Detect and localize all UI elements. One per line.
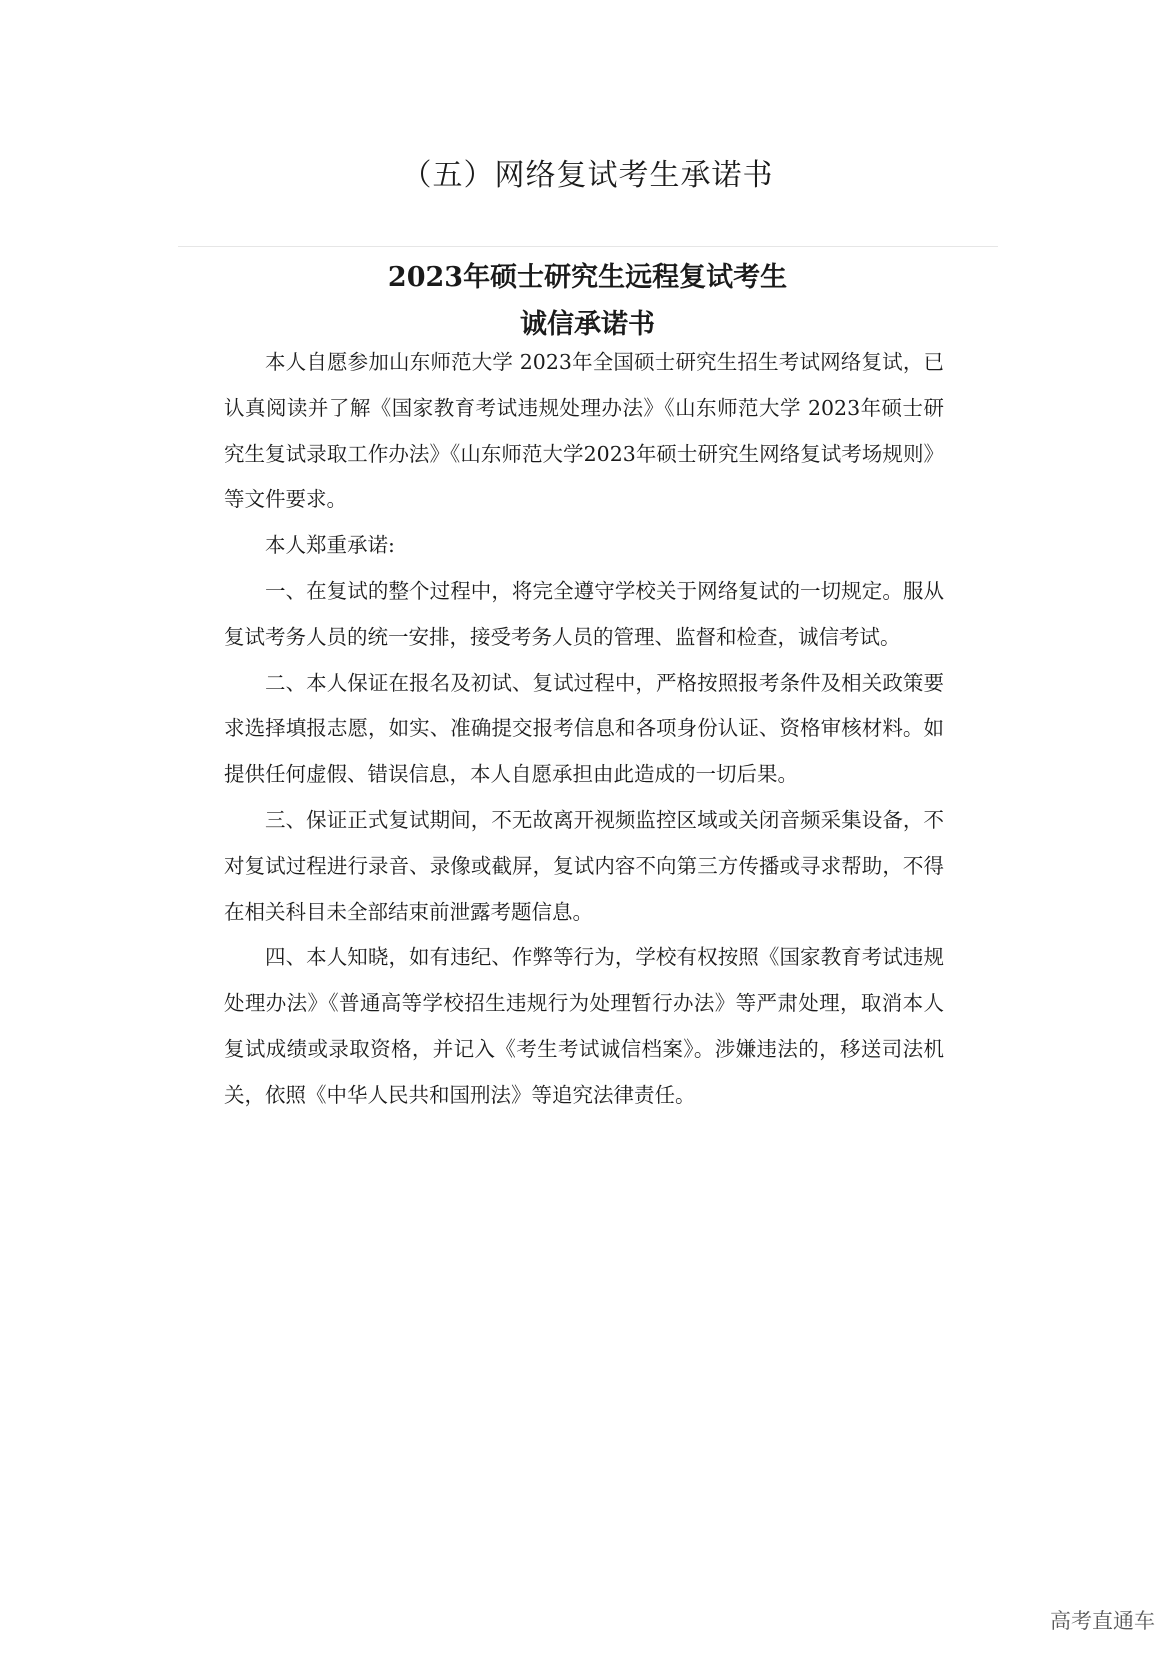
pledge-item-2: 二、本人保证在报名及初试、复试过程中，严格按照报考条件及相关政策要求选择填报志愿，如实、准确提交报考信息和各项身份认证、资格审核材料。如提供任何虚假、错误信息，本人自愿承担由此造成的一切后果。 (224, 670, 944, 787)
section-heading: （五）网络复试考生承诺书 (401, 158, 774, 193)
watermark: 高考直通车 (1050, 1609, 1155, 1633)
pledge-item-3: 三、保证正式复试期间，不无故离开视频监控区域或关闭音频采集设备，不对复试过程进行录音、录像或截屏，复试内容不向第三方传播或寻求帮助，不得在相关科目未全部结束前泄露考题信息。 (224, 807, 944, 924)
document-title-line-1: 2023年硕士研究生远程复试考生 (387, 262, 788, 293)
divider (178, 246, 998, 247)
intro-paragraph: 本人自愿参加山东师范大学 2023年全国硕士研究生招生考试网络复试，已认真阅读并了解《国家教育考试违规处理办法》《山东师范大学 2023年硕士研究生复试录取工作办法》《山东师范大学2023年硕士研究生网络复试考场规则》等文件要求。 (224, 350, 944, 512)
document-title-line-2: 诚信承诺书 (520, 309, 655, 340)
pledge-item-4: 四、本人知晓，如有违纪、作弊等行为，学校有权按照《国家教育考试违规处理办法》《普通高等学校招生违规行为处理暂行办法》等严肃处理，取消本人复试成绩或录取资格，并记入《考生考试诚信档案》。涉嫌违法的，移送司法机关，依照《中华人民共和国刑法》等追究法律责任。 (224, 945, 944, 1107)
pledge-item-1: 一、在复试的整个过程中，将完全遵守学校关于网络复试的一切规定。服从复试考务人员的统一安排，接受考务人员的管理、监督和检查，诚信考试。 (224, 578, 944, 649)
pledge-lead: 本人郑重承诺: (265, 533, 395, 558)
document-body (224, 340, 944, 1119)
